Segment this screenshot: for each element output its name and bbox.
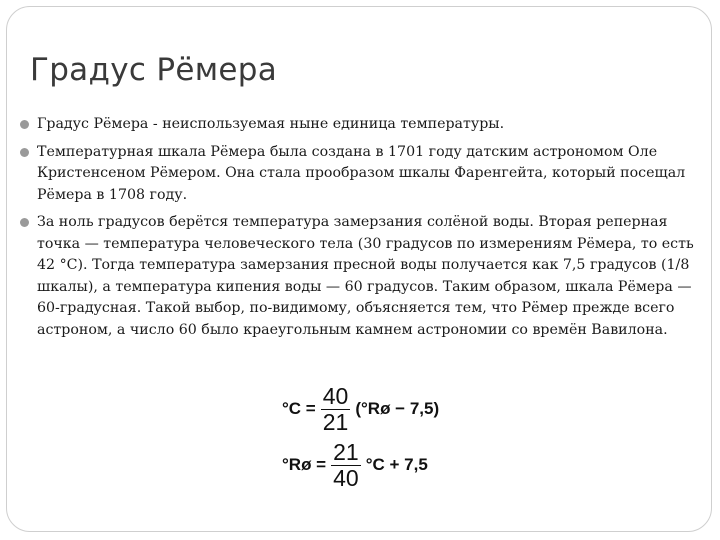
bullet-text: Температурная шкала Рёмера была создана в 1701 году датским астрономом Оле Кристенсеном Рёмером. Она стала прообразом шкалы Фаренгейта, который посещал Рёмера в 1708 году. [37,143,686,203]
bullet-dot-icon [20,148,29,157]
formula-rhs: °C + 7,5 [365,455,428,474]
formula-fraction [321,382,351,435]
bullet-text: Градус Рёмера - неиспользуемая ныне единица температуры. [37,116,505,132]
bullet-dot-icon [20,218,29,227]
bullet-text: За ноль градусов берётся температура замерзания солёной воды. Вторая реперная точка — температура человеческого тела (30 градусов по измерениям Рёмера, то есть 42 °C). Тогда температура замерзания пресной воды получается как 7,5 градусов (1/8 шкалы), а температура кипения воды — 60 градусов. Таким образом, шкала Рёмера — 60-градусная. Такой выбор, по-видимому, объясняется тем, что Рёмер прежде всего астроном, а число 60 было краеугольным камнем астрономии со времён Вавилона. [37,214,694,338]
slide-title: Градус Рёмера [30,52,278,88]
formula-celsius [280,384,441,434]
bullet-item [16,142,696,207]
formula-lhs: °Rø = [282,455,327,474]
formula-fraction [331,438,361,491]
formula-romer [280,440,441,490]
bullet-item [16,212,696,341]
conversion-formulas [280,384,441,496]
formula-lhs: °C = [282,399,316,418]
formula-rhs: (°Rø − 7,5) [355,399,440,418]
fraction-numerator: 21 [333,438,359,465]
bullet-dot-icon [20,120,29,129]
bullet-item [16,114,696,136]
bullet-list [16,114,696,347]
fraction-numerator: 40 [322,382,349,409]
fraction-denominator: 21 [322,408,349,435]
fraction-denominator: 40 [333,464,359,491]
